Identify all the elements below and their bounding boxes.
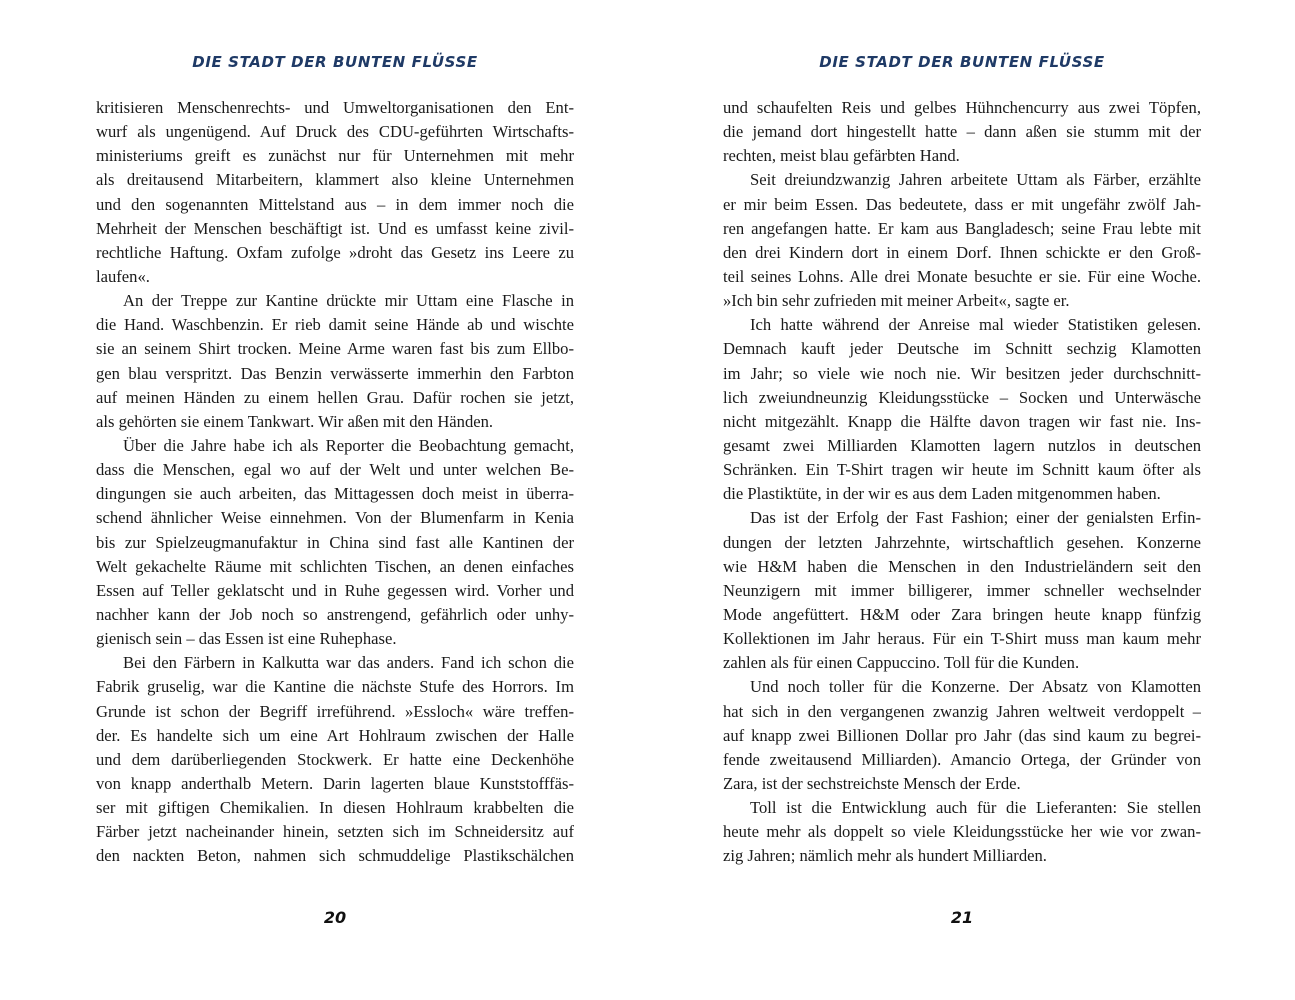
text-line: Über die Jahre habe ich als Reporter die Beobachtung gemacht, <box>123 435 574 455</box>
text-line: wurf als ungenügend. Auf Druck des CDU-geführten Wirtschafts- <box>96 122 574 142</box>
text-line: heute mehr als doppelt so viele Kleidungsstücke her wie vor zwan- <box>723 822 1201 842</box>
text-line: Toll ist die Entwicklung auch für die Lieferanten: Sie stellen <box>750 798 1201 818</box>
text-line: von knapp anderthalb Metern. Darin lagerten blaue Kunststofffäs- <box>96 773 574 793</box>
body-text <box>723 96 1201 869</box>
text-line: und dem darüberliegenden Stockwerk. Er hatte eine Deckenhöhe <box>96 749 574 769</box>
text-line: rechten, meist blau gefärbten Hand. <box>723 146 960 166</box>
text-line: und schaufelten Reis und gelbes Hühnchencurry aus zwei Töpfen, <box>723 98 1201 117</box>
page-number: 21 <box>950 908 974 927</box>
text-line: wie H&M haben die Menschen in den Industrieländern seit den <box>723 556 1201 576</box>
text-line: lich zweiundneunzig Kleidungsstücke – Socken und Unterwäsche <box>723 387 1201 407</box>
text-line: nicht mitgezählt. Knapp die Hälfte davon tragen wir fast nie. Ins- <box>723 411 1201 431</box>
running-head: DIE STADT DER BUNTEN FLÜSSE <box>192 53 478 71</box>
text-line: auf meinen Händen zu einem hellen Grau. Dafür rochen sie jetzt, <box>96 387 574 407</box>
body-text <box>96 96 574 869</box>
text-line: als dreitausend Mitarbeitern, klammert also kleine Unternehmen <box>96 170 574 190</box>
text-line: zahlen als für einen Cappuccino. Toll für die Kunden. <box>723 653 1080 673</box>
text-line: Fabrik gruselig, war die Kantine die nächste Stufe des Horrors. Im <box>96 677 574 697</box>
text-line: der. Es handelte sich um eine Art Hohlraum zwischen der Halle <box>96 725 574 745</box>
text-line: Färber jetzt nacheinander hinein, setzten sich im Schneidersitz auf <box>96 822 574 842</box>
text-line: Essen auf Teller geklatscht und in Ruhe gegessen wird. Vorher und <box>96 580 574 600</box>
text-line: Seit dreiundzwanzig Jahren arbeitete Uttam als Färber, erzählte <box>750 170 1201 190</box>
text-line: fende zweitausend Milliarden). Amancio Ortega, der Gründer von <box>723 749 1201 769</box>
text-line: er mir beim Essen. Das bedeutete, dass er mit ungefähr zwölf Jah- <box>723 194 1201 214</box>
left-page <box>96 0 574 1000</box>
text-line: Schränken. Ein T-Shirt tragen wir heute im Schnitt kaum öfter als <box>723 460 1201 480</box>
text-line: nachher kann der Job noch so anstrengend, gefährlich oder unhy- <box>96 604 574 624</box>
text-line: den nackten Beton, nahmen sich schmuddelige Plastikschälchen <box>96 846 574 866</box>
text-line: Ich hatte während der Anreise mal wieder Statistiken gelesen. <box>750 315 1201 335</box>
text-line: die jemand dort hingestellt hatte – dann aßen sie stumm mit der <box>723 122 1201 142</box>
text-line: dungen der letzten Jahrzehnte, wirtschaftlich gesehen. Konzerne <box>723 532 1201 552</box>
text-line: rechtliche Haftung. Oxfam zufolge »droht das Gesetz ins Leere zu <box>96 242 574 262</box>
text-line: sie an seinem Shirt trocken. Meine Arme waren fast bis zum Ellbo- <box>96 339 574 359</box>
text-line: dingungen sie auch arbeiten, das Mittagessen doch meist in überra- <box>96 484 574 504</box>
text-line: teil seines Lohns. Alle drei Monate besuchte er sie. Für eine Woche. <box>723 266 1201 286</box>
text-line: gienisch sein – das Essen ist eine Ruhephase. <box>96 629 397 649</box>
text-line: auf knapp zwei Billionen Dollar pro Jahr (das sind kaum zu begrei- <box>723 725 1201 745</box>
text-line: laufen«. <box>96 266 150 286</box>
text-line: Demnach kauft jeder Deutsche im Schnitt sechzig Klamotten <box>723 339 1201 359</box>
text-line: Mode angefüttert. H&M oder Zara bringen heute knapp fünfzig <box>723 604 1201 624</box>
text-line: Bei den Färbern in Kalkutta war das anders. Fand ich schon die <box>123 653 574 673</box>
text-line: hat sich in den vergangenen zwanzig Jahren weltweit verdoppelt – <box>723 701 1201 721</box>
text-line: Und noch toller für die Konzerne. Der Absatz von Klamotten <box>750 677 1201 697</box>
text-line: die Hand. Waschbenzin. Er rieb damit seine Hände ab und wischte <box>96 315 574 335</box>
text-line: ren angefangen hatte. Er kam aus Bangladesch; seine Frau lebte mit <box>723 218 1201 238</box>
text-line: Welt gekachelte Räume mit schlichten Tischen, an denen einfaches <box>96 556 574 576</box>
text-line: dass die Menschen, egal wo auf der Welt und unter welchen Be- <box>96 460 574 480</box>
page-number: 20 <box>323 908 347 927</box>
text-line: Mehrheit der Menschen beschäftigt ist. Und es umfasst keine zivil- <box>96 218 574 238</box>
text-line: als gehörten sie einem Tankwart. Wir aßen mit den Händen. <box>96 411 494 431</box>
text-line: An der Treppe zur Kantine drückte mir Uttam eine Flasche in <box>123 291 574 311</box>
text-line: kritisieren Menschenrechts- und Umweltorganisationen den Ent- <box>96 98 574 117</box>
text-line: und den sogenannten Mittelstand aus – in dem immer noch die <box>96 194 574 214</box>
text-line: im Jahr; so viele wie noch nie. Wir besitzen jeder durchschnitt- <box>723 363 1201 383</box>
text-line: die Plastiktüte, in der wir es aus dem Laden mitgenommen haben. <box>723 484 1161 504</box>
text-line: Zara, ist der sechstreichste Mensch der Erde. <box>723 773 1021 793</box>
text-line: Kollektionen im Jahr heraus. Für ein T-Shirt muss man kaum mehr <box>723 629 1201 649</box>
text-line: Neunzigern mit immer billigerer, immer schneller wechselnder <box>723 580 1201 600</box>
text-line: Grunde ist schon der Begriff irreführend. »Essloch« wäre treffen- <box>96 701 574 721</box>
text-line: zig Jahren; nämlich mehr als hundert Milliarden. <box>723 846 1047 866</box>
text-line: den drei Kindern dort in einem Dorf. Ihnen schickte er den Groß- <box>723 242 1201 262</box>
text-line: gesamt zwei Milliarden Klamotten lagern nutzlos in deutschen <box>723 435 1201 455</box>
text-line: ministeriums greift es zunächst nur für Unternehmen mit mehr <box>96 146 574 166</box>
text-line: gen blau verspritzt. Das Benzin verwässerte immerhin den Farbton <box>96 363 574 383</box>
text-line: schend ähnlicher Weise einnehmen. Von der Blumenfarm in Kenia <box>96 508 574 528</box>
text-line: Das ist der Erfolg der Fast Fashion; einer der genialsten Erfin- <box>750 508 1201 528</box>
right-page <box>723 0 1201 1000</box>
text-line: ser mit giftigen Chemikalien. In diesen Hohlraum krabbelten die <box>96 798 574 818</box>
text-line: »Ich bin sehr zufrieden mit meiner Arbeit«, sagte er. <box>723 291 1070 311</box>
text-line: bis zur Spielzeugmanufaktur in China sind fast alle Kantinen der <box>96 532 574 552</box>
running-head: DIE STADT DER BUNTEN FLÜSSE <box>819 53 1105 71</box>
